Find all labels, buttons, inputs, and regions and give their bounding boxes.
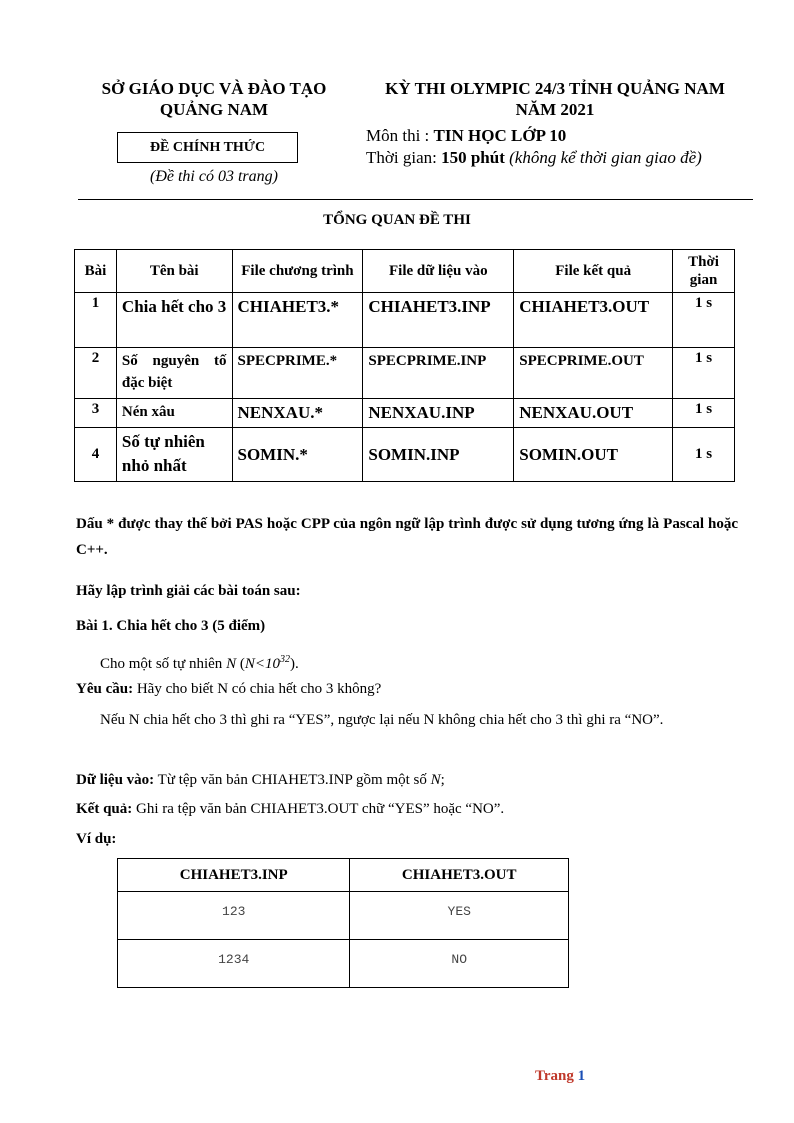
table-row: [75, 348, 735, 399]
output-file: CHIAHET3.OUT: [514, 293, 673, 348]
col-header-input-file: File dữ liệu vào: [363, 250, 514, 293]
input-file: SPECPRIME.INP: [363, 348, 514, 399]
col-header-name: Tên bài: [116, 250, 232, 293]
table-row: [75, 428, 735, 482]
problem-number: 3: [75, 399, 117, 428]
table-row: [75, 399, 735, 428]
exam-title: KỲ THI OLYMPIC 24/3 TỈNH QUẢNG NAM: [385, 79, 725, 98]
department-header: [80, 78, 348, 120]
input-spec: Dữ liệu vào: Từ tệp văn bản CHIAHET3.INP gồm một số N;: [76, 772, 445, 788]
input-file: NENXAU.INP: [363, 399, 514, 428]
time-label: Thời gian:: [366, 148, 437, 167]
program-file: SPECPRIME.*: [232, 348, 363, 399]
header-divider: [78, 199, 753, 200]
requirement: Yêu cầu: Hãy cho biết N có chia hết cho 3 không?: [76, 681, 382, 697]
page-count-note: (Đề thi có 03 trang): [150, 168, 278, 185]
instruction: Hãy lập trình giải các bài toán sau:: [76, 583, 301, 599]
time-limit: 1 s: [673, 293, 735, 348]
problem-name: Chia hết cho 3: [116, 293, 232, 348]
exam-year: NĂM 2021: [515, 100, 595, 119]
example-output: YES: [350, 892, 569, 940]
exam-header: [362, 78, 748, 120]
subject-info: [366, 125, 702, 169]
problem-given: Cho một số tự nhiên N $(N<10^{32})$.: [100, 654, 299, 672]
program-file: NENXAU.*: [232, 399, 363, 428]
time-limit: 1 s: [673, 399, 735, 428]
page-label: Trang: [535, 1068, 578, 1084]
output-spec: Kết quả: Ghi ra tệp văn bản CHIAHET3.OUT chữ “YES” hoặc “NO”.: [76, 801, 505, 817]
time-value: 150 phút: [441, 148, 505, 167]
department-name: SỞ GIÁO DỤC VÀ ĐÀO TẠO: [101, 79, 327, 98]
problem-name: Nén xâu: [116, 399, 232, 428]
example-input: 123: [118, 892, 350, 940]
overview-title: TỔNG QUAN ĐỀ THI: [323, 212, 471, 228]
problem-number: 4: [75, 428, 117, 482]
col-header-time: Thời gian: [673, 250, 735, 293]
problem-number: 1: [75, 293, 117, 348]
table-row: [75, 293, 735, 348]
time-limit: 1 s: [673, 348, 735, 399]
subject-value: TIN HỌC LỚP 10: [433, 126, 567, 145]
example-label: Ví dụ:: [76, 831, 117, 847]
page-number: 1: [577, 1068, 586, 1084]
example-header-input: CHIAHET3.INP: [118, 859, 350, 892]
time-limit: 1 s: [673, 428, 735, 482]
output-file: SOMIN.OUT: [514, 428, 673, 482]
program-file: CHIAHET3.*: [232, 293, 363, 348]
problem-name: Số nguyên tố đặc biệt: [116, 348, 232, 399]
table-row: [118, 892, 569, 940]
col-header-no: Bài: [75, 250, 117, 293]
output-file: NENXAU.OUT: [514, 399, 673, 428]
input-file: CHIAHET3.INP: [363, 293, 514, 348]
output-file: SPECPRIME.OUT: [514, 348, 673, 399]
output-rule: Nếu N chia hết cho 3 thì ghi ra “YES”, ngược lại nếu N không chia hết cho 3 thì ghi ra “NO”.: [100, 712, 664, 728]
example-output: NO: [350, 940, 569, 988]
problem-name: Số tự nhiên nhỏ nhất: [116, 428, 232, 482]
col-header-output-file: File kết quả: [514, 250, 673, 293]
example-header-output: CHIAHET3.OUT: [350, 859, 569, 892]
table-row: [118, 940, 569, 988]
program-file: SOMIN.*: [232, 428, 363, 482]
language-note: Dấu * được thay thế bởi PAS hoặc CPP của ngôn ngữ lập trình được sử dụng tương ứng là Pascal hoặc C++.: [76, 516, 738, 558]
province-name: QUẢNG NAM: [159, 100, 269, 119]
page-footer: [535, 1068, 585, 1085]
example-table: [117, 858, 569, 988]
problem-title: Bài 1. Chia hết cho 3 (5 điểm): [76, 618, 266, 634]
problem-number: 2: [75, 348, 117, 399]
overview-table: [74, 249, 735, 482]
example-input: 1234: [118, 940, 350, 988]
input-file: SOMIN.INP: [363, 428, 514, 482]
time-note: (không kể thời gian giao đề): [509, 148, 702, 167]
col-header-program-file: File chương trình: [232, 250, 363, 293]
subject-label: Môn thi :: [366, 126, 430, 145]
official-badge: ĐỀ CHÍNH THỨC: [117, 132, 298, 163]
